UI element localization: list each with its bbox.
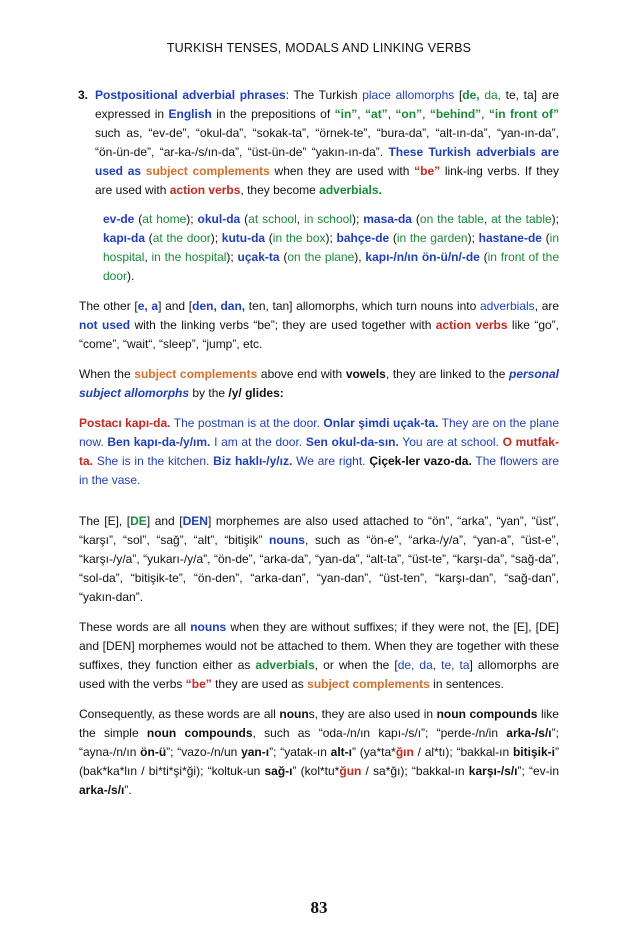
paragraph-other-allomorphs: The other [e, a] and [den, dan, ten, tan] allomorphs, which turn nouns into adverbials, are not used with the linking verbs “be”; they are used together with action verbs like “go”, “come”, “wait“, “sleep”, “jump”, etc.: [79, 299, 560, 351]
item-3-text: Postpositional adverbial phrases: The Turkish place allomorphs [de, da, te, ta] are expressed in English in the prepositions of “in”, “at”, “on”, “behind”, “in front of” such as, “ev-de”, “okul-da”, “sokak-ta”, “örnek-te”, “bura-da”, “alt-ın-da”, “yan-ın-da”, “ön-ün-de”, “ar-ka-/s/ın-da”, “üst-ün-de” “yakın-ın-da”. These Turkish adverbials are used as subject complements when they are used with “be” link-ing verbs. If they are used with action verbs, they become adverbials.: [95, 88, 560, 197]
item-number: 3.: [78, 88, 89, 102]
paragraph-glides-intro: When the subject complements above end with vowels, they are linked to the personal subject allomorphs by the /y/ glides:: [79, 367, 560, 400]
paragraph-noun-compounds: Consequently, as these words are all nouns, they are also used in noun compounds like the simple noun compounds, such as “oda-/n/ın kapı-/s/ı”; “perde-/n/in arka-/s/ı”; “ayna-/n/ın ön-ü”; “vazo-/n/un yan-ı”; “yatak-ın alt-ı” (ya*ta*ğın / al*tı); “bakkal-ın bitişik-i” (bak*ka*lın / bi*ti*şi*ği); “koltuk-un sağ-ı” (kol*tu*ğun / sa*ğı); “bakkal-ın karşı-/s/ı”; “ev-in arka-/s/ı”.: [79, 707, 560, 797]
item-3: [79, 86, 559, 200]
page-body: [79, 86, 559, 800]
page-number: 83: [310, 898, 328, 917]
page-header: TURKISH TENSES, MODALS AND LINKING VERBS: [166, 41, 472, 55]
examples-block: ev-de (at home); okul-da (at school, in school); masa-da (on the table, at the table); kapı-da (at the door); kutu-da (in the box); bahçe-de (in the garden); hastane-de (in hospital, in the hospital); uçak-ta (on the plane), kapı-/n/ın ön-ü/n/-de (in front of the door).: [103, 212, 560, 283]
paragraph-example-sentences: Postacı kapı-da. The postman is at the door. Onlar şimdi uçak-ta. They are on the plane now. Ben kapı-da-/y/ım. I am at the door. Sen okul-da-sın. You are at school. O mutfak-ta. She is in the kitchen. Biz haklı-/y/ız. We are right. Çiçek-ler vazo-da. The flowers are in the vase.: [79, 416, 560, 487]
paragraph-nouns-without-suffixes: These words are all nouns when they are without suffixes; if they were not, the [E], [DE] and [DEN] morphemes would not be attached to them. When they are together with these suffixes, they function either as adverbials, or when the [de, da, te, ta] allomorphs are used with the verbs “be” they are used as subject complements in sentences.: [79, 620, 560, 691]
paragraph-e-de-den-morphemes: The [E], [DE] and [DEN] morphemes are also used attached to “ön”, “arka”, “yan”, “üst”, “karşı”, “sol”, “sağ”, “alt”, “bitişik” nouns, such as “ön-e”, “arka-/y/a”, “yan-a”, “üst-e”, “karşı-/y/a”, “yukarı-/y/a”, “ön-de”, “arka-da”, “yan-da”, “alt-ta”, “üst-te”, “karşı-da”, “sağ-da”, “sol-da”, “bitişik-te”, “ön-den”, “arka-dan”, “yan-dan”, “üst-ten”, “karşı-dan”, “sağ-dan”, “yakın-dan”.: [79, 514, 560, 604]
